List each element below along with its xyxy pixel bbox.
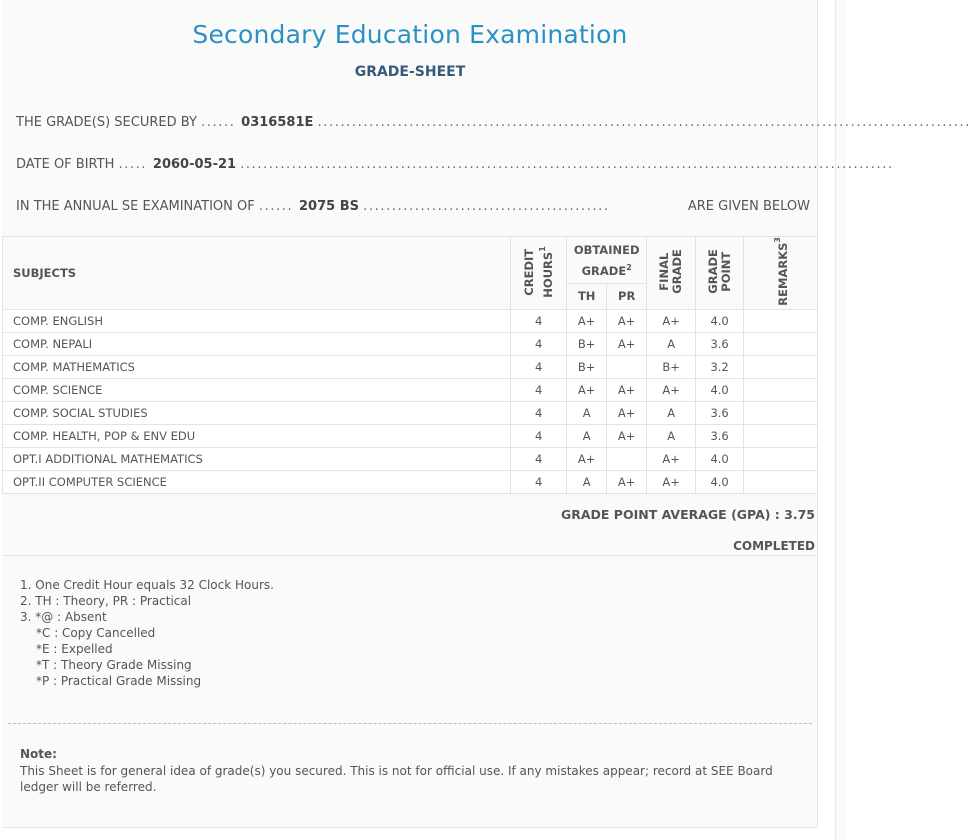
table-row <box>3 401 818 424</box>
cell-grade-point: 4.0 <box>696 470 744 493</box>
cell-credit-hours: 4 <box>511 332 567 355</box>
exam-label: IN THE ANNUAL SE EXAMINATION OF <box>16 199 255 214</box>
secured-by-label: THE GRADE(S) SECURED BY <box>16 115 197 130</box>
footnote-item: 2. TH : Theory, PR : Practical <box>20 594 192 608</box>
cell-pr-grade: A+ <box>607 332 647 355</box>
cell-subject: OPT.II COMPUTER SCIENCE <box>3 470 511 493</box>
table-row <box>3 378 818 401</box>
cell-remarks <box>744 332 818 355</box>
cell-grade-point: 4.0 <box>696 378 744 401</box>
cell-th-grade: A+ <box>567 447 607 470</box>
dob-value: 2060-05-21 <box>152 157 237 172</box>
cell-th-grade: A <box>567 401 607 424</box>
cell-subject: COMP. ENGLISH <box>3 309 511 332</box>
exam-line <box>16 199 810 214</box>
page-title: Secondary Education Examination <box>192 20 628 49</box>
footnote-item: 1. One Credit Hour equals 32 Clock Hours. <box>20 578 274 592</box>
cell-final-grade: A+ <box>647 470 696 493</box>
cell-remarks <box>744 309 818 332</box>
cell-pr-grade: A+ <box>607 401 647 424</box>
note-heading: Note: <box>20 747 57 761</box>
cell-subject: COMP. NEPALI <box>3 332 511 355</box>
cell-th-grade: A+ <box>567 309 607 332</box>
cell-credit-hours: 4 <box>511 309 567 332</box>
col-header-pr: PR <box>607 283 647 309</box>
dot-leader: ...... <box>201 115 242 130</box>
cell-remarks <box>744 470 818 493</box>
cell-credit-hours: 4 <box>511 470 567 493</box>
dot-leader: .................................................................................................................. <box>240 157 894 172</box>
footnote-item: *T : Theory Grade Missing <box>36 658 192 672</box>
cell-final-grade: A <box>647 424 696 447</box>
dot-leader: .................................................................................................................. <box>317 115 971 130</box>
dot-leader: ...... <box>258 199 300 214</box>
cell-remarks <box>744 401 818 424</box>
result-status: COMPLETED <box>733 539 815 553</box>
cell-subject: OPT.I ADDITIONAL MATHEMATICS <box>3 447 511 470</box>
cell-final-grade: A+ <box>647 378 696 401</box>
col-header-remarks: REMARKS$^3$ <box>744 237 818 310</box>
cell-final-grade: B+ <box>647 355 696 378</box>
footnote-item: *P : Practical Grade Missing <box>36 674 202 688</box>
cell-th-grade: A <box>567 470 607 493</box>
table-row <box>3 447 818 470</box>
given-below-label: ARE GIVEN BELOW <box>687 199 810 214</box>
cell-grade-point: 4.0 <box>696 309 744 332</box>
sheet-subtitle: GRADE-SHEET <box>354 64 466 80</box>
col-header-grade-point: GRADE POINT <box>696 237 744 310</box>
footnotes <box>20 577 274 689</box>
cell-th-grade: A <box>567 424 607 447</box>
cell-pr-grade <box>607 447 647 470</box>
dob-label: DATE OF BIRTH <box>16 157 115 172</box>
section-divider <box>2 555 818 556</box>
cell-pr-grade: A+ <box>607 309 647 332</box>
cell-pr-grade: A+ <box>607 424 647 447</box>
cell-th-grade: A+ <box>567 378 607 401</box>
cell-credit-hours: 4 <box>511 401 567 424</box>
col-header-obtained-grade: OBTAINED GRADE$^2$ <box>567 237 647 284</box>
col-header-subjects: SUBJECTS <box>3 237 511 310</box>
dot-leader: ........................................... <box>363 199 610 214</box>
cell-credit-hours: 4 <box>511 447 567 470</box>
cell-grade-point: 4.0 <box>696 447 744 470</box>
table-row <box>3 332 818 355</box>
footnote-item: *C : Copy Cancelled <box>36 626 156 640</box>
cell-remarks <box>744 424 818 447</box>
cell-subject: COMP. MATHEMATICS <box>3 355 511 378</box>
cell-grade-point: 3.6 <box>696 332 744 355</box>
dashed-divider <box>8 723 812 724</box>
cell-subject: COMP. HEALTH, POP & ENV EDU <box>3 424 511 447</box>
dob-line <box>16 157 894 172</box>
cell-pr-grade <box>607 355 647 378</box>
cell-credit-hours: 4 <box>511 424 567 447</box>
cell-final-grade: A <box>647 332 696 355</box>
exam-year: 2075 BS <box>299 199 359 214</box>
cell-grade-point: 3.6 <box>696 424 744 447</box>
symbol-number: 0316581E <box>241 115 314 130</box>
cell-pr-grade: A+ <box>607 378 647 401</box>
cell-remarks <box>744 378 818 401</box>
table-row <box>3 424 818 447</box>
grades-table <box>2 236 818 494</box>
cell-credit-hours: 4 <box>511 378 567 401</box>
cell-th-grade: B+ <box>567 332 607 355</box>
col-header-credit-hours: CREDIT HOURS$^1$ <box>511 237 567 310</box>
cell-credit-hours: 4 <box>511 355 567 378</box>
cell-final-grade: A+ <box>647 447 696 470</box>
col-header-th: TH <box>567 283 607 309</box>
cell-grade-point: 3.2 <box>696 355 744 378</box>
cell-pr-grade: A+ <box>607 470 647 493</box>
cell-final-grade: A+ <box>647 309 696 332</box>
cell-grade-point: 3.6 <box>696 401 744 424</box>
cell-final-grade: A <box>647 401 696 424</box>
cell-subject: COMP. SOCIAL STUDIES <box>3 401 511 424</box>
cell-remarks <box>744 447 818 470</box>
table-row <box>3 309 818 332</box>
footnote-item: 3. *@ : Absent <box>20 610 107 624</box>
gpa-value: GRADE POINT AVERAGE (GPA) : 3.75 <box>560 507 815 522</box>
footnote-item: *E : Expelled <box>36 642 113 656</box>
note-body: This Sheet is for general idea of grade(s) you secured. This is not for official use. If any mistakes appear; record at SEE Board ledger will be referred. <box>20 764 773 794</box>
cell-subject: COMP. SCIENCE <box>3 378 511 401</box>
dot-leader: ..... <box>118 157 153 172</box>
col-header-final-grade: FINAL GRADE <box>647 237 696 310</box>
secured-by-line <box>16 115 971 130</box>
cell-th-grade: B+ <box>567 355 607 378</box>
table-row <box>3 355 818 378</box>
table-row <box>3 470 818 493</box>
cell-remarks <box>744 355 818 378</box>
